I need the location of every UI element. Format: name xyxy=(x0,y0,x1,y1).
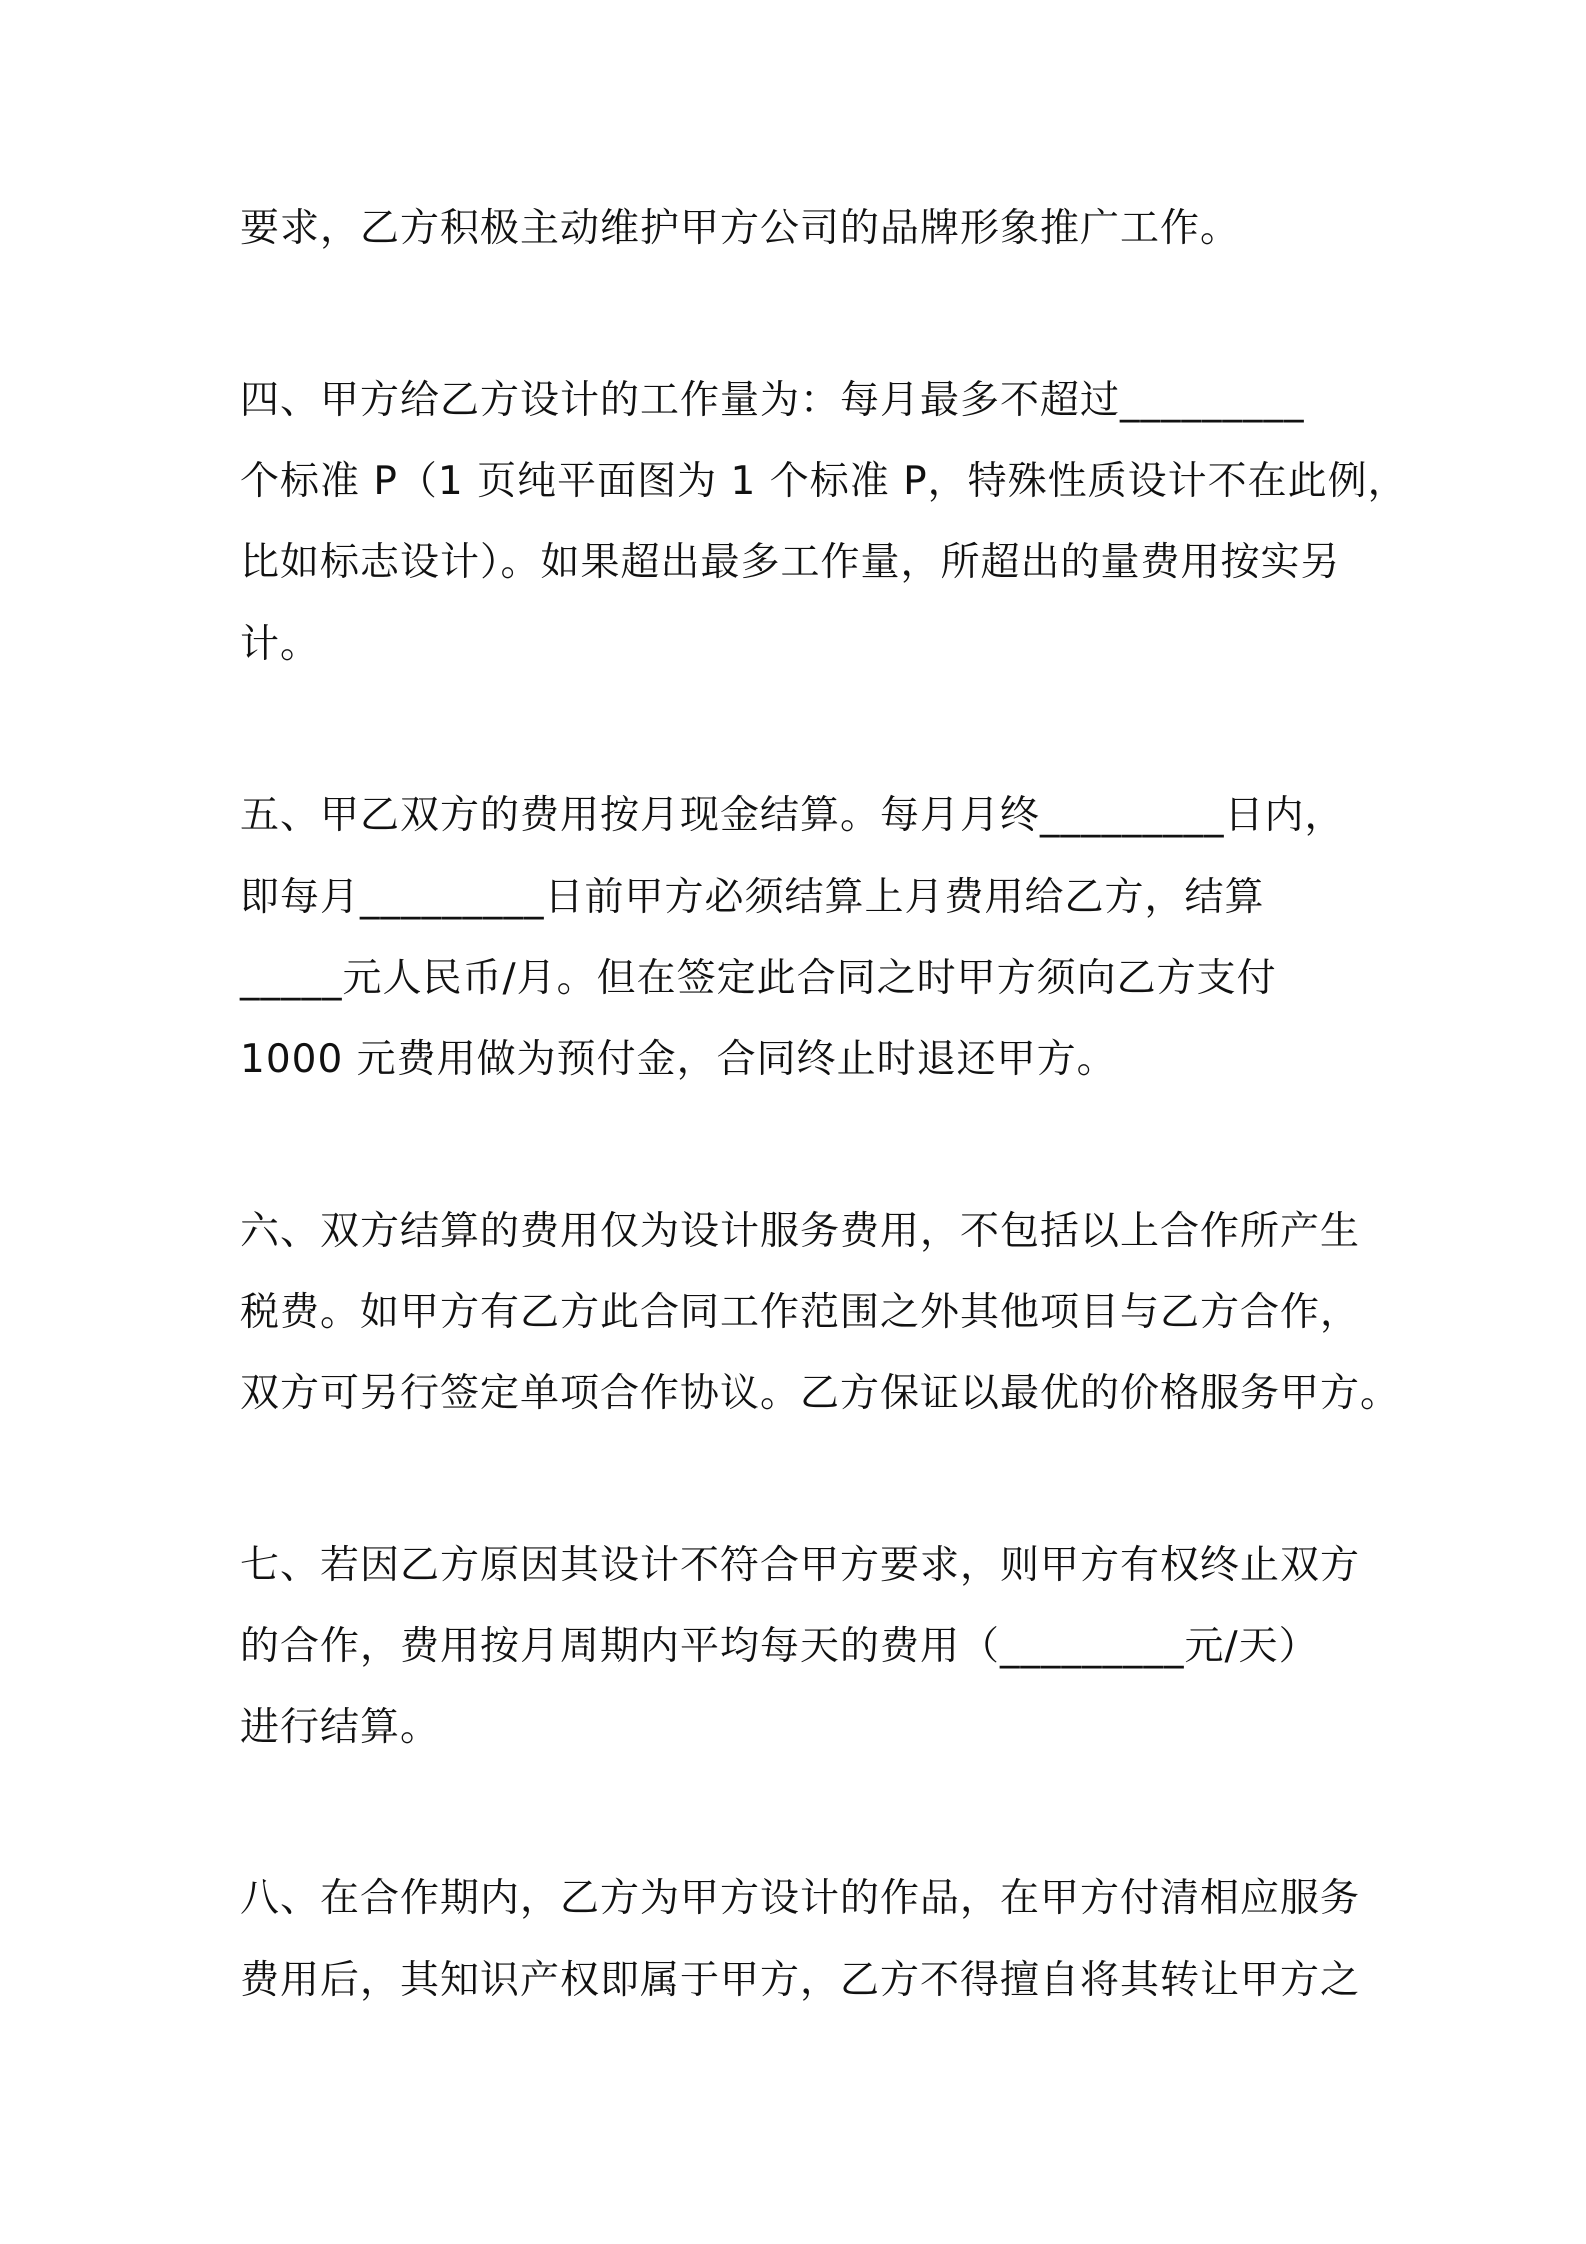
paragraph-line: 即每月_________日前甲方必须结算上月费用给乙方，结算 xyxy=(240,875,1265,920)
paragraph-line: 四、甲方给乙方设计的工作量为：每月最多不超过_________ xyxy=(240,378,1305,423)
paragraph-line: _____元人民币/月。但在签定此合同之时甲方须向乙方支付 xyxy=(240,956,1277,1001)
paragraph-line: 双方可另行签定单项合作协议。乙方保证以最优的价格服务甲方。 xyxy=(240,1371,1401,1416)
paragraph-line: 比如标志设计）。如果超出最多工作量，所超出的量费用按实另 xyxy=(240,540,1341,585)
paragraph-line: 要求，乙方积极主动维护甲方公司的品牌形象推广工作。 xyxy=(240,206,1241,251)
paragraph-line: 进行结算。 xyxy=(240,1705,441,1750)
paragraph-line: 费用后，其知识产权即属于甲方，乙方不得擅自将其转让甲方之 xyxy=(240,1958,1361,2003)
paragraph-line: 五、甲乙双方的费用按月现金结算。每月月终_________日内， xyxy=(240,793,1345,838)
paragraph-line: 的合作，费用按月周期内平均每天的费用（_________元/天） xyxy=(240,1624,1319,1669)
paragraph-line: 税费。如甲方有乙方此合同工作范围之外其他项目与乙方合作， xyxy=(240,1290,1361,1335)
paragraph-line: 1000 元费用做为预付金，合同终止时退还甲方。 xyxy=(240,1037,1117,1082)
paragraph-line: 八、在合作期内，乙方为甲方设计的作品，在甲方付清相应服务 xyxy=(240,1876,1361,1921)
paragraph-line: 计。 xyxy=(240,622,321,667)
paragraph-line: 七、若因乙方原因其设计不符合甲方要求，则甲方有权终止双方 xyxy=(240,1543,1361,1588)
paragraph-line: 个标准 P（1 页纯平面图为 1 个标准 P，特殊性质设计不在此例， xyxy=(240,459,1408,504)
paragraph-line: 六、双方结算的费用仅为设计服务费用，不包括以上合作所产生 xyxy=(240,1209,1361,1254)
